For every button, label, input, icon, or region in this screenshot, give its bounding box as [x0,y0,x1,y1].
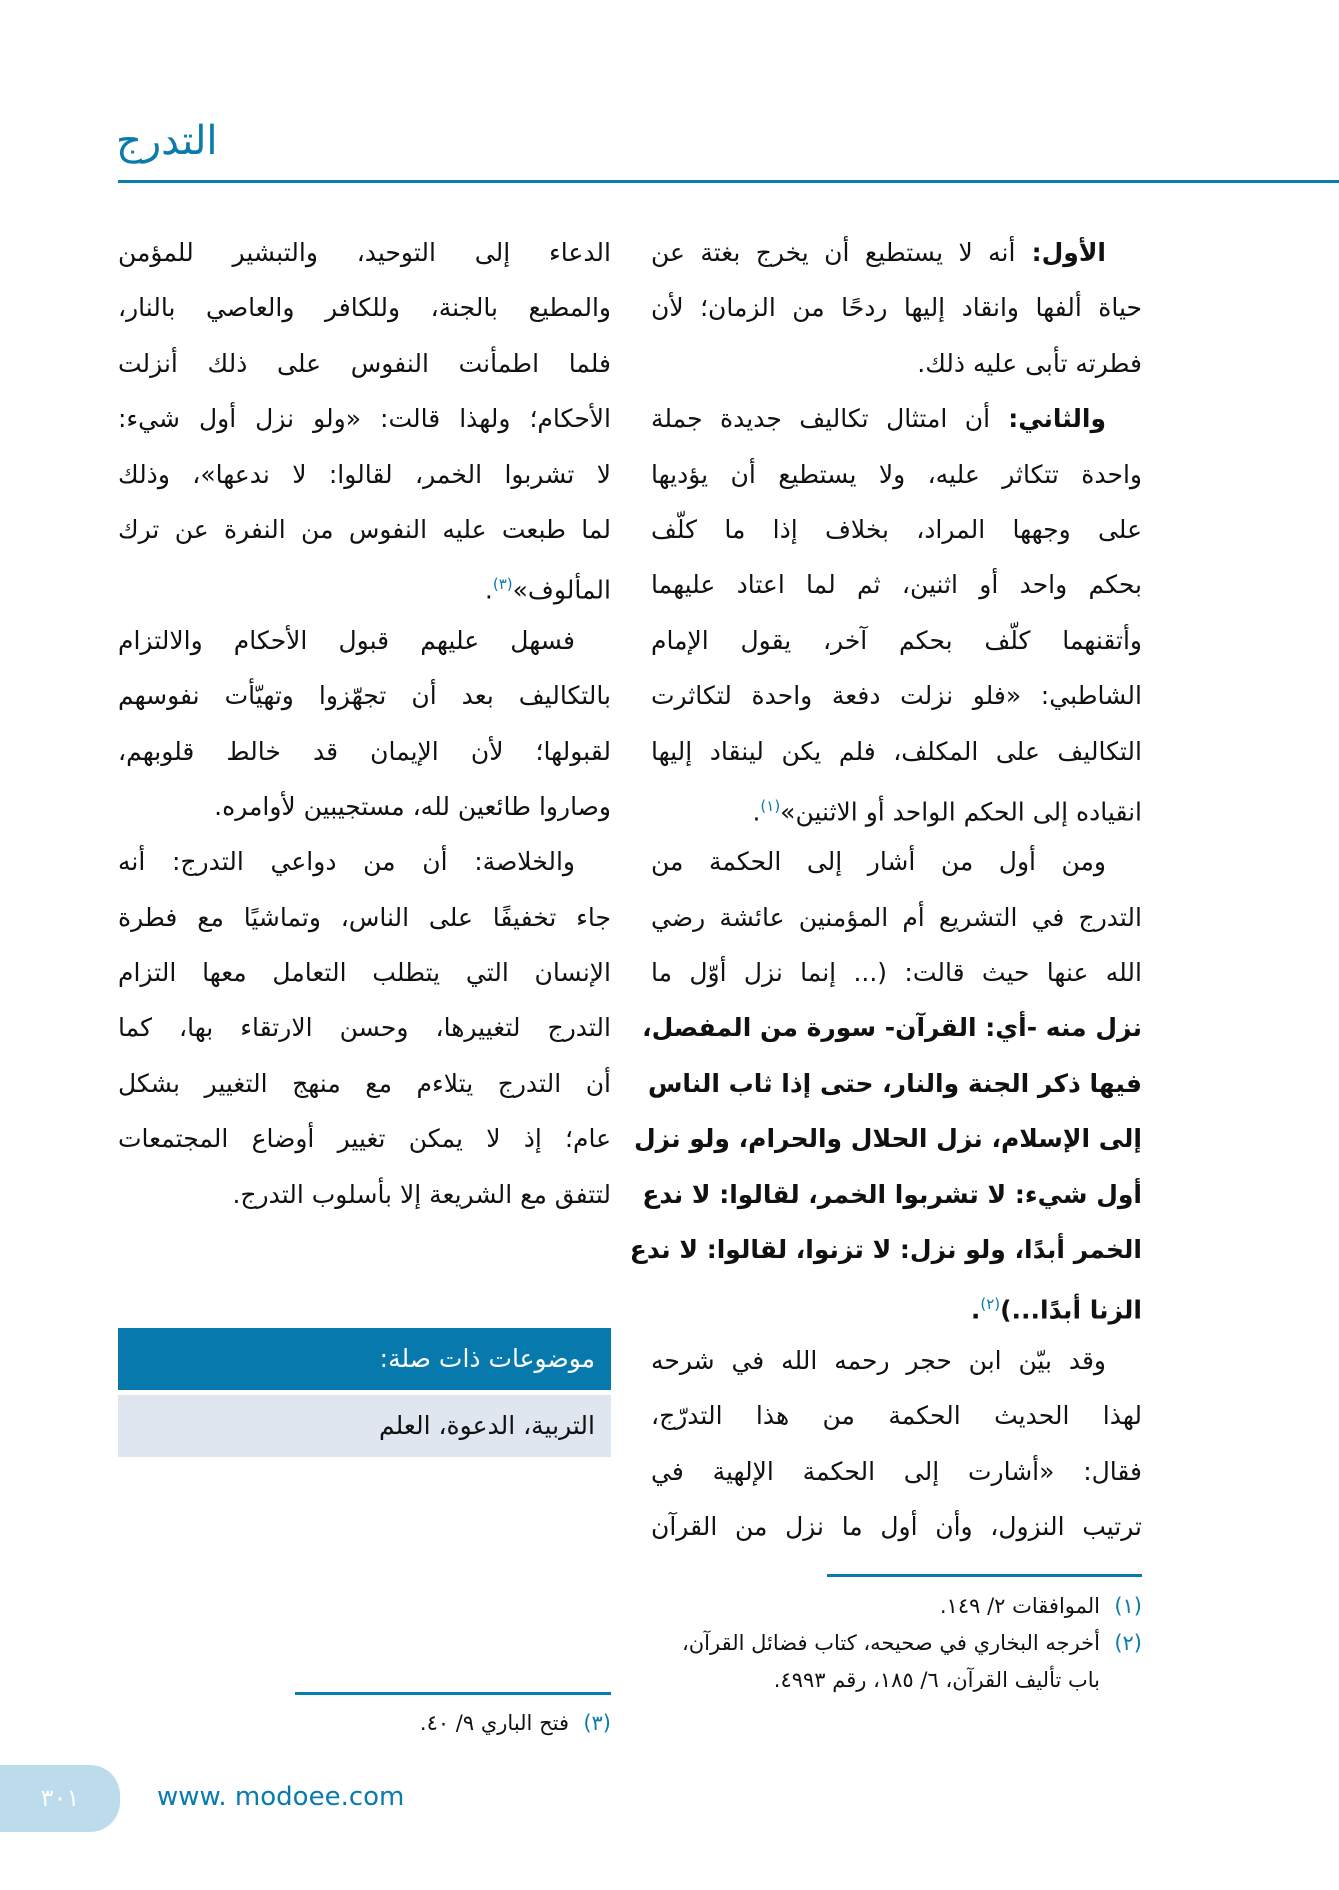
text-line [118,613,611,668]
footnote-text: الموافقات ٢/ ١٤٩. [939,1594,1100,1618]
text-line [651,1277,1142,1332]
line-text: أن التدرج يتلاءم مع منهج التغيير بشكل [118,1068,611,1098]
text-line [629,1222,1142,1277]
text-line [118,724,611,779]
text-line [642,1000,1142,1055]
line-text: لا تشربوا الخمر، لقالوا: لا ندعها»، وذلك [118,459,611,489]
page-number: ٣٠١ [0,1765,120,1832]
text-line [647,1056,1142,1111]
text-line [118,280,611,335]
left-text-column [118,225,611,1222]
line-text: لهذا الحديث الحكمة من هذا التدرّج، [651,1401,1142,1431]
text-line [651,1388,1142,1443]
text-line [118,890,611,945]
line-text: الشاطبي: «فلو نزلت دفعة واحدة لتكاثرت [651,681,1142,711]
line-text: بالتكاليف بعد أن تجهّزوا وتهيّأت نفوسهم [118,681,611,711]
text-line [118,1111,611,1166]
line-text: أنه لا يستطيع أن يخرج بغتة عن [651,238,1016,267]
line-text: التدرج لتغييرها، وحسن الارتقاء بها، كما [118,1013,611,1043]
line-text: لتتفق مع الشريعة إلا بأسلوب التدرج. [232,1179,611,1209]
text-line [118,834,611,889]
text-line [651,391,1142,446]
text-line [118,557,611,612]
line-text: وأتقنهما كلّف بحكم آخر، يقول الإمام [651,625,1142,655]
text-line [651,724,1142,779]
footnote-divider-left [295,1692,611,1695]
line-text: نزل منه -أي: القرآن- سورة من المفصل، [642,1013,1142,1043]
text-line [118,336,611,391]
line-text: الخمر أبدًا، ولو نزل: لا تزنوا، لقالوا: لا ندع [629,1235,1142,1265]
bold-lead: الأول: [1015,238,1106,267]
text-line [651,557,1142,612]
text-line [651,1444,1142,1499]
line-text: أول شيء: لا تشربوا الخمر، لقالوا: لا ندع [642,1179,1142,1209]
line-text: فقال: «أشارت إلى الحكمة الإلهية في [651,1456,1142,1486]
footnote [651,1588,1142,1625]
text-line [651,613,1142,668]
footnotes-right [651,1588,1142,1699]
website-link[interactable]: www. modoee.com [157,1782,405,1812]
footnotes-left [118,1705,611,1742]
footnote-text: أخرجه البخاري في صحيحه، كتاب فضائل القرآن، باب تأليف القرآن، ٦/ ١٨٥، رقم ٤٩٩٣. [681,1631,1100,1692]
line-text: حياة ألفها وانقاد إليها ردحًا من الزمان؛ لأن [651,293,1142,323]
line-text: فيها ذكر الجنة والنار، حتى إذا ثاب الناس [647,1068,1142,1098]
footnote-marker[interactable]: (٢) [980,1295,1001,1314]
line-text: بحكم واحد أو اثنين، ثم لما اعتاد عليهما [651,570,1142,600]
text-line [651,280,1142,335]
line-text: عام؛ إذ لا يمكن تغيير أوضاع المجتمعات [118,1124,611,1154]
line-tail: . [484,575,493,605]
related-topics-heading: موضوعات ذات صلة: [118,1328,611,1390]
text-line [118,1056,611,1111]
line-text: التدرج في التشريع أم المؤمنين عائشة رضي [651,902,1142,932]
line-text: وقد بيّن ابن حجر رحمه الله في شرحه [651,1345,1106,1375]
line-text: لقبولها؛ لأن الإيمان قد خالط قلوبهم، [118,736,611,766]
text-line [118,945,611,1000]
line-text: والمطيع بالجنة، وللكافر والعاصي بالنار، [118,293,611,323]
line-text: الله عنها حيث قالت: (... إنما نزل أوّل ما [651,958,1142,988]
text-line [651,890,1142,945]
line-text: انقياده إلى الحكم الواحد أو الاثنين» [780,797,1142,827]
footnote-marker[interactable]: (٣) [492,575,513,594]
footnote [118,1705,611,1742]
line-text: التكاليف على المكلف، فلم يكن لينقاد إليها [651,736,1142,766]
text-line [118,502,611,557]
line-text: واحدة تتكاثر عليه، ولا يستطيع أن يؤديها [651,459,1142,489]
line-text: ومن أول من أشار إلى الحكمة من [651,847,1106,877]
line-text: على وجهها المراد، بخلاف إذا ما كلّف [651,514,1142,544]
line-text: والخلاصة: أن من دواعي التدرج: أنه [118,847,575,877]
text-line [651,1499,1142,1554]
text-line [118,391,611,446]
text-line [651,779,1142,834]
line-text: إلى الإسلام، نزل الحلال والحرام، ولو نزل [633,1124,1142,1154]
text-line [651,945,1142,1000]
text-line [118,668,611,723]
header-divider [118,180,1339,183]
line-text: جاء تخفيفًا على الناس، وتماشيًا مع فطرة [118,902,611,932]
footnote-marker[interactable]: (١) [760,796,781,815]
footnote-number: (٢) [1114,1631,1142,1655]
text-line [651,447,1142,502]
text-line [633,1111,1142,1166]
related-topics-list[interactable]: التربية، الدعوة، العلم [118,1395,611,1457]
text-line [651,834,1142,889]
footnote [651,1625,1142,1699]
line-text: فطرته تأبى عليه ذلك. [917,348,1142,378]
line-text: وصاروا طائعين لله، مستجيبين لأوامره. [214,791,611,821]
line-text: فلما اطمأنت النفوس على ذلك أنزلت [118,348,611,378]
right-text-column [629,225,1142,1554]
line-text: الإنسان التي يتطلب التعامل معها التزام [118,958,611,988]
text-line [651,225,1142,280]
line-tail: . [970,1295,981,1325]
line-text: الزنا أبدًا...) [1000,1295,1142,1325]
line-text: الدعاء إلى التوحيد، والتبشير للمؤمن [118,238,611,267]
text-line [118,447,611,502]
line-text: المألوف» [512,575,611,605]
line-text: لما طبعت عليه النفوس من النفرة عن ترك [118,514,611,544]
line-text: فسهل عليهم قبول الأحكام والالتزام [118,625,575,655]
text-line [642,1167,1142,1222]
text-line [651,668,1142,723]
text-line [118,1167,611,1222]
line-tail: . [752,797,761,827]
text-line [118,225,611,280]
page-title: التدرج [116,118,218,164]
line-text: ترتيب النزول، وأن أول ما نزل من القرآن [651,1511,1142,1541]
footnote-divider-right [827,1574,1142,1577]
footnote-number: (١) [1114,1594,1142,1618]
text-line [651,336,1142,391]
line-text: أن امتثال تكاليف جديدة جملة [651,404,991,434]
text-line [651,502,1142,557]
text-line [651,1333,1142,1388]
text-line [118,1000,611,1055]
text-line [118,779,611,834]
line-text: الأحكام؛ ولهذا قالت: «ولو نزل أول شيء: [118,404,611,434]
footnote-text: فتح الباري ٩/ ٤٠. [419,1711,569,1735]
footnote-number: (٣) [583,1711,611,1735]
bold-lead: والثاني: [990,404,1106,434]
